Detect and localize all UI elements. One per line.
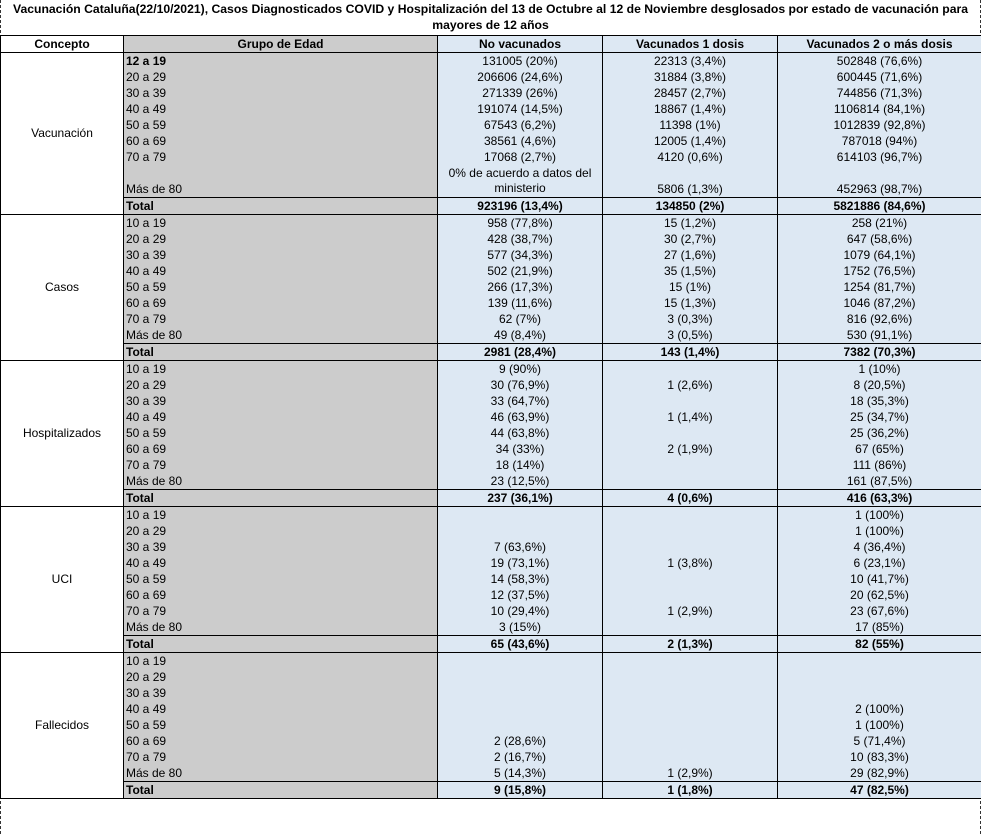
grupo-edad-cell: 40 a 49	[124, 701, 438, 717]
concepto-cell: UCI	[1, 506, 124, 652]
no-vacunados-cell: 2 (16,7%)	[438, 749, 603, 765]
no-vacunados-cell	[438, 717, 603, 733]
grupo-edad-cell: 70 a 79	[124, 311, 438, 327]
no-vacunados-cell: 5 (14,3%)	[438, 765, 603, 782]
grupo-edad-cell: 20 a 29	[124, 669, 438, 685]
vacunados-2-dosis-cell: 1079 (64,1%)	[778, 247, 981, 263]
vacunados-1-dosis-cell	[603, 539, 778, 555]
total-vacunados-2-dosis-cell: 82 (55%)	[778, 635, 981, 652]
vacunados-2-dosis-cell: 4 (36,4%)	[778, 539, 981, 555]
grupo-edad-cell: 10 a 19	[124, 652, 438, 669]
vacunados-1-dosis-cell: 15 (1,3%)	[603, 295, 778, 311]
vacunados-2-dosis-cell: 1752 (76,5%)	[778, 263, 981, 279]
total-vacunados-2-dosis-cell: 47 (82,5%)	[778, 781, 981, 798]
vacunados-2-dosis-cell: 8 (20,5%)	[778, 377, 981, 393]
no-vacunados-cell: 271339 (26%)	[438, 85, 603, 101]
no-vacunados-cell: 958 (77,8%)	[438, 214, 603, 231]
table-row	[1, 652, 981, 669]
vacunados-1-dosis-cell: 5806 (1,3%)	[603, 165, 778, 197]
vacunados-2-dosis-cell: 452963 (98,7%)	[778, 165, 981, 197]
vacunados-2-dosis-cell: 614103 (96,7%)	[778, 149, 981, 165]
table-row	[1, 457, 981, 473]
vacunados-2-dosis-cell: 25 (34,7%)	[778, 409, 981, 425]
total-label-cell: Total	[124, 635, 438, 652]
vacunados-2-dosis-cell: 67 (65%)	[778, 441, 981, 457]
no-vacunados-cell	[438, 701, 603, 717]
grupo-edad-cell: 12 a 19	[124, 53, 438, 70]
header-row	[1, 36, 981, 53]
total-no-vacunados-cell: 923196 (13,4%)	[438, 197, 603, 214]
total-label-cell: Total	[124, 343, 438, 360]
vacunados-2-dosis-cell: 1106814 (84,1%)	[778, 101, 981, 117]
total-label-cell: Total	[124, 781, 438, 798]
vacunados-1-dosis-cell: 22313 (3,4%)	[603, 53, 778, 70]
vacunados-2-dosis-cell: 2 (100%)	[778, 701, 981, 717]
header-concepto: Concepto	[1, 36, 124, 53]
no-vacunados-cell: 46 (63,9%)	[438, 409, 603, 425]
table-row	[1, 165, 981, 197]
table-row	[1, 279, 981, 295]
grupo-edad-cell: 10 a 19	[124, 506, 438, 523]
grupo-edad-cell: 30 a 39	[124, 539, 438, 555]
grupo-edad-cell: Más de 80	[124, 473, 438, 490]
grupo-edad-cell: 70 a 79	[124, 149, 438, 165]
total-row	[1, 781, 981, 798]
total-vacunados-2-dosis-cell: 7382 (70,3%)	[778, 343, 981, 360]
grupo-edad-cell: 60 a 69	[124, 733, 438, 749]
no-vacunados-cell: 12 (37,5%)	[438, 587, 603, 603]
vacunados-2-dosis-cell: 530 (91,1%)	[778, 327, 981, 344]
vacunados-1-dosis-cell: 1 (1,4%)	[603, 409, 778, 425]
no-vacunados-cell: 10 (29,4%)	[438, 603, 603, 619]
vacunados-1-dosis-cell: 15 (1%)	[603, 279, 778, 295]
table-row	[1, 749, 981, 765]
grupo-edad-cell: 30 a 39	[124, 85, 438, 101]
vacunados-1-dosis-cell	[603, 669, 778, 685]
total-label-cell: Total	[124, 197, 438, 214]
grupo-edad-cell: 60 a 69	[124, 587, 438, 603]
grupo-edad-cell: 10 a 19	[124, 214, 438, 231]
vacunados-2-dosis-cell: 647 (58,6%)	[778, 231, 981, 247]
vacunados-2-dosis-cell: 600445 (71,6%)	[778, 69, 981, 85]
data-table	[0, 35, 981, 799]
vacunados-2-dosis-cell: 1254 (81,7%)	[778, 279, 981, 295]
table-row	[1, 295, 981, 311]
no-vacunados-cell: 7 (63,6%)	[438, 539, 603, 555]
header-vacunados-1-dosis: Vacunados 1 dosis	[603, 36, 778, 53]
vacunados-1-dosis-cell	[603, 425, 778, 441]
table-row	[1, 555, 981, 571]
no-vacunados-cell: 139 (11,6%)	[438, 295, 603, 311]
concepto-cell: Fallecidos	[1, 652, 124, 798]
grupo-edad-cell: 20 a 29	[124, 377, 438, 393]
table-row	[1, 603, 981, 619]
total-row	[1, 197, 981, 214]
total-no-vacunados-cell: 2981 (28,4%)	[438, 343, 603, 360]
no-vacunados-cell: 19 (73,1%)	[438, 555, 603, 571]
no-vacunados-cell: 2 (28,6%)	[438, 733, 603, 749]
vacunados-2-dosis-cell: 161 (87,5%)	[778, 473, 981, 490]
table-row	[1, 214, 981, 231]
vacunados-2-dosis-cell	[778, 685, 981, 701]
vacunados-1-dosis-cell: 18867 (1,4%)	[603, 101, 778, 117]
vacunados-2-dosis-cell: 1 (10%)	[778, 360, 981, 377]
table-row	[1, 327, 981, 344]
vacunados-2-dosis-cell: 1012839 (92,8%)	[778, 117, 981, 133]
grupo-edad-cell: 60 a 69	[124, 441, 438, 457]
vacunados-1-dosis-cell	[603, 652, 778, 669]
table-row	[1, 619, 981, 636]
vacunados-2-dosis-cell: 1046 (87,2%)	[778, 295, 981, 311]
no-vacunados-cell	[438, 523, 603, 539]
table-row	[1, 360, 981, 377]
table-row	[1, 733, 981, 749]
no-vacunados-cell: 67543 (6,2%)	[438, 117, 603, 133]
grupo-edad-cell: 30 a 39	[124, 685, 438, 701]
vacunados-1-dosis-cell: 1 (2,9%)	[603, 603, 778, 619]
no-vacunados-cell: 17068 (2,7%)	[438, 149, 603, 165]
grupo-edad-cell: 10 a 19	[124, 360, 438, 377]
vacunados-1-dosis-cell: 1 (3,8%)	[603, 555, 778, 571]
no-vacunados-cell: 266 (17,3%)	[438, 279, 603, 295]
grupo-edad-cell: 30 a 39	[124, 393, 438, 409]
table-row	[1, 149, 981, 165]
vacunados-2-dosis-cell: 787018 (94%)	[778, 133, 981, 149]
table-title: Vacunación Cataluña(22/10/2021), Casos Diagnosticados COVID y Hospitalización del 13 de Octubre al 12 de Noviembre desglosados por estado de vacunación para mayores de 12 años	[13, 2, 968, 32]
total-vacunados-2-dosis-cell: 5821886 (84,6%)	[778, 197, 981, 214]
vacunados-2-dosis-cell: 258 (21%)	[778, 214, 981, 231]
vacunados-1-dosis-cell	[603, 587, 778, 603]
vacunados-2-dosis-cell: 10 (83,3%)	[778, 749, 981, 765]
vacunados-1-dosis-cell: 31884 (3,8%)	[603, 69, 778, 85]
no-vacunados-cell	[438, 652, 603, 669]
total-vacunados-1-dosis-cell: 1 (1,8%)	[603, 781, 778, 798]
no-vacunados-cell: 3 (15%)	[438, 619, 603, 636]
vacunados-2-dosis-cell: 5 (71,4%)	[778, 733, 981, 749]
table-row	[1, 506, 981, 523]
vacunados-2-dosis-cell: 111 (86%)	[778, 457, 981, 473]
concepto-cell: Casos	[1, 214, 124, 360]
vacunados-2-dosis-cell: 1 (100%)	[778, 506, 981, 523]
vacunados-2-dosis-cell: 17 (85%)	[778, 619, 981, 636]
grupo-edad-cell: 60 a 69	[124, 295, 438, 311]
grupo-edad-cell: Más de 80	[124, 619, 438, 636]
total-no-vacunados-cell: 65 (43,6%)	[438, 635, 603, 652]
total-row	[1, 489, 981, 506]
table-row	[1, 473, 981, 490]
grupo-edad-cell: 40 a 49	[124, 409, 438, 425]
vacunados-1-dosis-cell: 1 (2,9%)	[603, 765, 778, 782]
no-vacunados-cell: 38561 (4,6%)	[438, 133, 603, 149]
table-row	[1, 133, 981, 149]
table-row	[1, 669, 981, 685]
no-vacunados-cell: 18 (14%)	[438, 457, 603, 473]
table-row	[1, 231, 981, 247]
grupo-edad-cell: Más de 80	[124, 765, 438, 782]
grupo-edad-cell: Más de 80	[124, 327, 438, 344]
table-row	[1, 523, 981, 539]
total-no-vacunados-cell: 9 (15,8%)	[438, 781, 603, 798]
total-vacunados-2-dosis-cell: 416 (63,3%)	[778, 489, 981, 506]
table-row	[1, 53, 981, 70]
vacunados-2-dosis-cell: 23 (67,6%)	[778, 603, 981, 619]
vacunados-1-dosis-cell	[603, 619, 778, 636]
no-vacunados-cell: 0% de acuerdo a datos del ministerio	[438, 165, 603, 197]
vacunados-1-dosis-cell: 3 (0,5%)	[603, 327, 778, 344]
total-vacunados-1-dosis-cell: 134850 (2%)	[603, 197, 778, 214]
no-vacunados-cell: 30 (76,9%)	[438, 377, 603, 393]
concepto-cell: Hospitalizados	[1, 360, 124, 506]
no-vacunados-cell: 502 (21,9%)	[438, 263, 603, 279]
table-row	[1, 425, 981, 441]
total-vacunados-1-dosis-cell: 2 (1,3%)	[603, 635, 778, 652]
grupo-edad-cell: 40 a 49	[124, 101, 438, 117]
grupo-edad-cell: 20 a 29	[124, 523, 438, 539]
table-row	[1, 101, 981, 117]
vacunados-1-dosis-cell	[603, 393, 778, 409]
no-vacunados-cell: 23 (12,5%)	[438, 473, 603, 490]
vacunados-2-dosis-cell	[778, 669, 981, 685]
vacunados-1-dosis-cell	[603, 749, 778, 765]
total-label-cell: Total	[124, 489, 438, 506]
no-vacunados-cell: 131005 (20%)	[438, 53, 603, 70]
vacunados-2-dosis-cell: 1 (100%)	[778, 523, 981, 539]
total-vacunados-1-dosis-cell: 143 (1,4%)	[603, 343, 778, 360]
grupo-edad-cell: 70 a 79	[124, 749, 438, 765]
vacunados-2-dosis-cell: 20 (62,5%)	[778, 587, 981, 603]
vacunados-1-dosis-cell	[603, 360, 778, 377]
table-row	[1, 717, 981, 733]
vacunados-1-dosis-cell: 30 (2,7%)	[603, 231, 778, 247]
grupo-edad-cell: Más de 80	[124, 165, 438, 197]
table-row	[1, 263, 981, 279]
grupo-edad-cell: 50 a 59	[124, 117, 438, 133]
vacunados-1-dosis-cell	[603, 701, 778, 717]
table-row	[1, 69, 981, 85]
vacunados-1-dosis-cell	[603, 523, 778, 539]
no-vacunados-cell: 206606 (24,6%)	[438, 69, 603, 85]
grupo-edad-cell: 50 a 59	[124, 279, 438, 295]
vacunados-1-dosis-cell: 3 (0,3%)	[603, 311, 778, 327]
grupo-edad-cell: 60 a 69	[124, 133, 438, 149]
header-grupo-edad: Grupo de Edad	[124, 36, 438, 53]
no-vacunados-cell	[438, 506, 603, 523]
vacunados-2-dosis-cell: 1 (100%)	[778, 717, 981, 733]
table-row	[1, 117, 981, 133]
concepto-cell: Vacunación	[1, 53, 124, 215]
no-vacunados-cell: 62 (7%)	[438, 311, 603, 327]
vacunados-1-dosis-cell	[603, 717, 778, 733]
grupo-edad-cell: 50 a 59	[124, 571, 438, 587]
grupo-edad-cell: 50 a 59	[124, 717, 438, 733]
grupo-edad-cell: 40 a 49	[124, 263, 438, 279]
total-vacunados-1-dosis-cell: 4 (0,6%)	[603, 489, 778, 506]
vacunados-2-dosis-cell: 744856 (71,3%)	[778, 85, 981, 101]
header-vacunados-2-dosis: Vacunados 2 o más dosis	[778, 36, 981, 53]
no-vacunados-cell: 14 (58,3%)	[438, 571, 603, 587]
table-row	[1, 311, 981, 327]
no-vacunados-cell: 34 (33%)	[438, 441, 603, 457]
vacunados-2-dosis-cell: 6 (23,1%)	[778, 555, 981, 571]
vacunados-1-dosis-cell: 27 (1,6%)	[603, 247, 778, 263]
vacunados-1-dosis-cell: 11398 (1%)	[603, 117, 778, 133]
vacunados-1-dosis-cell	[603, 733, 778, 749]
no-vacunados-cell: 49 (8,4%)	[438, 327, 603, 344]
vacunados-1-dosis-cell	[603, 457, 778, 473]
no-vacunados-cell: 428 (38,7%)	[438, 231, 603, 247]
grupo-edad-cell: 70 a 79	[124, 457, 438, 473]
table-row	[1, 85, 981, 101]
grupo-edad-cell: 20 a 29	[124, 69, 438, 85]
vacunados-2-dosis-cell: 816 (92,6%)	[778, 311, 981, 327]
table-row	[1, 393, 981, 409]
grupo-edad-cell: 40 a 49	[124, 555, 438, 571]
no-vacunados-cell	[438, 685, 603, 701]
table-row	[1, 247, 981, 263]
total-row	[1, 343, 981, 360]
vacunados-2-dosis-cell: 29 (82,9%)	[778, 765, 981, 782]
header-no-vacunados: No vacunados	[438, 36, 603, 53]
grupo-edad-cell: 50 a 59	[124, 425, 438, 441]
table-row	[1, 685, 981, 701]
vacunados-1-dosis-cell	[603, 473, 778, 490]
no-vacunados-cell: 33 (64,7%)	[438, 393, 603, 409]
vacunados-2-dosis-cell	[778, 652, 981, 669]
vacunados-2-dosis-cell: 18 (35,3%)	[778, 393, 981, 409]
vacunados-1-dosis-cell: 2 (1,9%)	[603, 441, 778, 457]
table-row	[1, 539, 981, 555]
table-row	[1, 587, 981, 603]
total-no-vacunados-cell: 237 (36,1%)	[438, 489, 603, 506]
total-row	[1, 635, 981, 652]
vacunados-1-dosis-cell	[603, 685, 778, 701]
table-row	[1, 571, 981, 587]
table-body	[1, 53, 981, 799]
table-row	[1, 377, 981, 393]
grupo-edad-cell: 20 a 29	[124, 231, 438, 247]
vacunados-1-dosis-cell: 4120 (0,6%)	[603, 149, 778, 165]
grupo-edad-cell: 30 a 39	[124, 247, 438, 263]
table-row	[1, 441, 981, 457]
vacunados-1-dosis-cell	[603, 506, 778, 523]
grupo-edad-cell: 70 a 79	[124, 603, 438, 619]
vacunados-1-dosis-cell: 12005 (1,4%)	[603, 133, 778, 149]
vacunados-1-dosis-cell: 35 (1,5%)	[603, 263, 778, 279]
table-row	[1, 701, 981, 717]
vacunados-1-dosis-cell: 1 (2,6%)	[603, 377, 778, 393]
vacunados-1-dosis-cell: 28457 (2,7%)	[603, 85, 778, 101]
no-vacunados-cell: 191074 (14,5%)	[438, 101, 603, 117]
no-vacunados-cell	[438, 669, 603, 685]
no-vacunados-cell: 9 (90%)	[438, 360, 603, 377]
table-row	[1, 765, 981, 782]
vacunados-2-dosis-cell: 25 (36,2%)	[778, 425, 981, 441]
vacunados-1-dosis-cell	[603, 571, 778, 587]
vacunados-1-dosis-cell: 15 (1,2%)	[603, 214, 778, 231]
vacunados-2-dosis-cell: 502848 (76,6%)	[778, 53, 981, 70]
vacunados-2-dosis-cell: 10 (41,7%)	[778, 571, 981, 587]
no-vacunados-cell: 44 (63,8%)	[438, 425, 603, 441]
no-vacunados-cell: 577 (34,3%)	[438, 247, 603, 263]
table-row	[1, 409, 981, 425]
